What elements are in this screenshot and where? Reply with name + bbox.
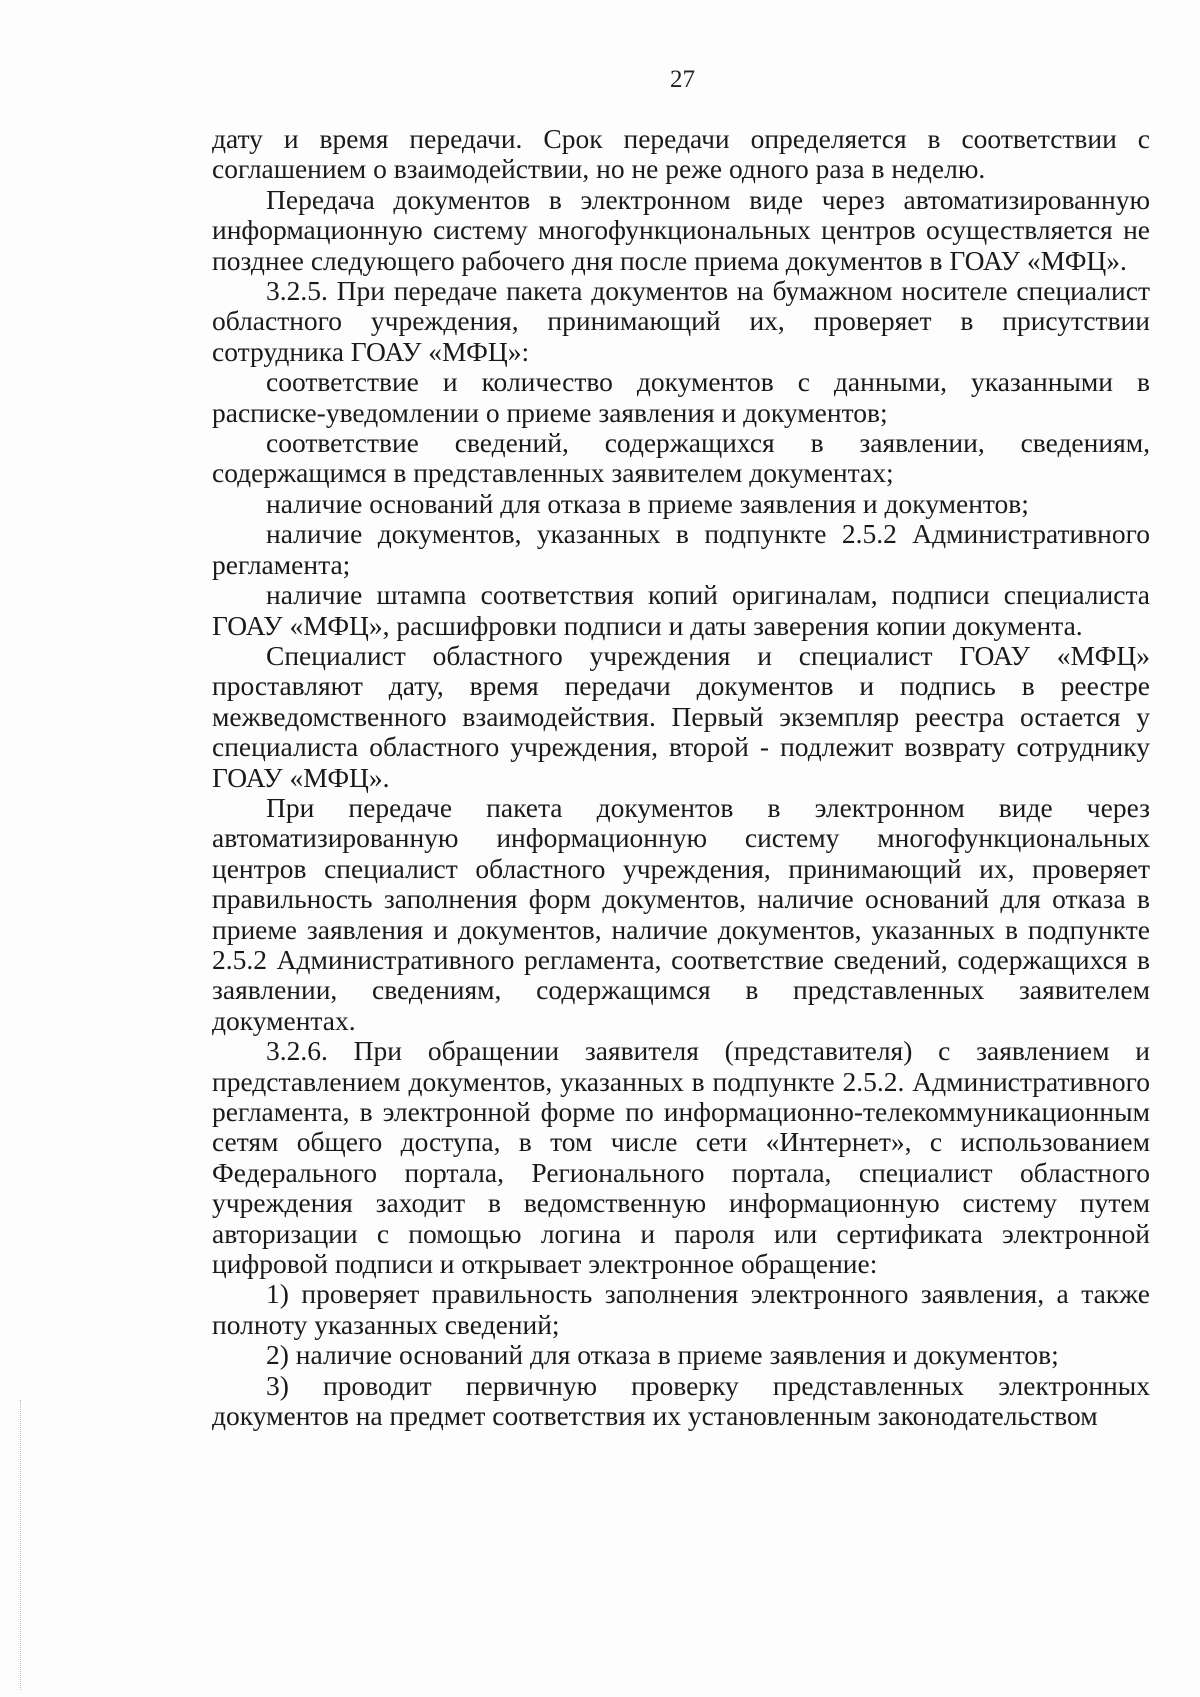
scan-edge-mark — [20, 1400, 22, 1690]
list-item-correspondence-count: соответствие и количество документов с данными, указанными в расписке-уведомлении о приеме заявления и документов; — [212, 366, 1150, 428]
list-item-refusal-grounds: наличие оснований для отказа в приеме заявления и документов; — [266, 487, 1029, 519]
paragraph-3-2-5: 3.2.5. При передаче пакета документов на бумажном носителе специалист областного учреждения, принимающий их, проверяет в присутствии сотрудника ГОАУ «МФЦ»: — [212, 275, 1150, 367]
paragraph-register: Специалист областного учреждения и специалист ГОАУ «МФЦ» проставляют дату, время передачи документов и подпись в реестре межведомственного взаимодействия. Первый экземпляр реестра остается у специалиста областного учреждения, второй - подлежит возврату сотруднику ГОАУ «МФЦ». — [212, 639, 1150, 793]
paragraph-transfer-date: дату и время передачи. Срок передачи определяется в соответствии с соглашением о взаимодействии, но не реже одного раза в неделю. — [212, 123, 1150, 185]
list-item-correspondence-info: соответствие сведений, содержащихся в заявлении, сведениям, содержащимся в представленных заявителем документах; — [212, 427, 1150, 489]
document-body — [212, 124, 1150, 1431]
list-item-documents-present: наличие документов, указанных в подпункте 2.5.2 Административного регламента; — [212, 518, 1150, 580]
list-item-1: 1) проверяет правильность заполнения электронного заявления, а также полноту указанных сведений; — [212, 1278, 1150, 1340]
paragraph-3-2-6: 3.2.6. При обращении заявителя (представителя) с заявлением и представлением документов, указанных в подпункте 2.5.2. Административного регламента, в электронной форме по информационно-телекоммуникационным сетям общего доступа, в том числе сети «Интернет», с использованием Федерального портала, Регионального портала, специалист областного учреждения заходит в ведомственную информационную систему путем авторизации с помощью логина и пароля или сертификата электронной цифровой подписи и открывает электронное обращение: — [212, 1035, 1150, 1280]
paragraph-electronic-transfer: Передача документов в электронном виде через автоматизированную информационную систему многофункциональных центров осуществляется не позднее следующего рабочего дня после приема документов в ГОАУ «МФЦ». — [212, 183, 1150, 276]
list-item-stamp: наличие штампа соответствия копий оригиналам, подписи специалиста ГОАУ «МФЦ», расшифровки подписи и даты заверения копии документа. — [212, 579, 1150, 641]
list-item-2: 2) наличие оснований для отказа в приеме заявления и документов; — [266, 1339, 1059, 1371]
page-number: 27 — [670, 66, 695, 93]
list-item-3: 3) проводит первичную проверку представленных электронных документов на предмет соответствия их установленным законодательством — [212, 1369, 1150, 1432]
paragraph-electronic-check: При передаче пакета документов в электронном виде через автоматизированную информационную систему многофункциональных центров специалист областного учреждения, принимающий их, проверяет правильность заполнения форм документов, наличие оснований для отказа в приеме заявления и документов, наличие документов, указанных в подпункте 2.5.2 Административного регламента, соответствие сведений, содержащихся в заявлении, сведениям, содержащимся в представленных заявителем документах. — [212, 791, 1150, 1036]
